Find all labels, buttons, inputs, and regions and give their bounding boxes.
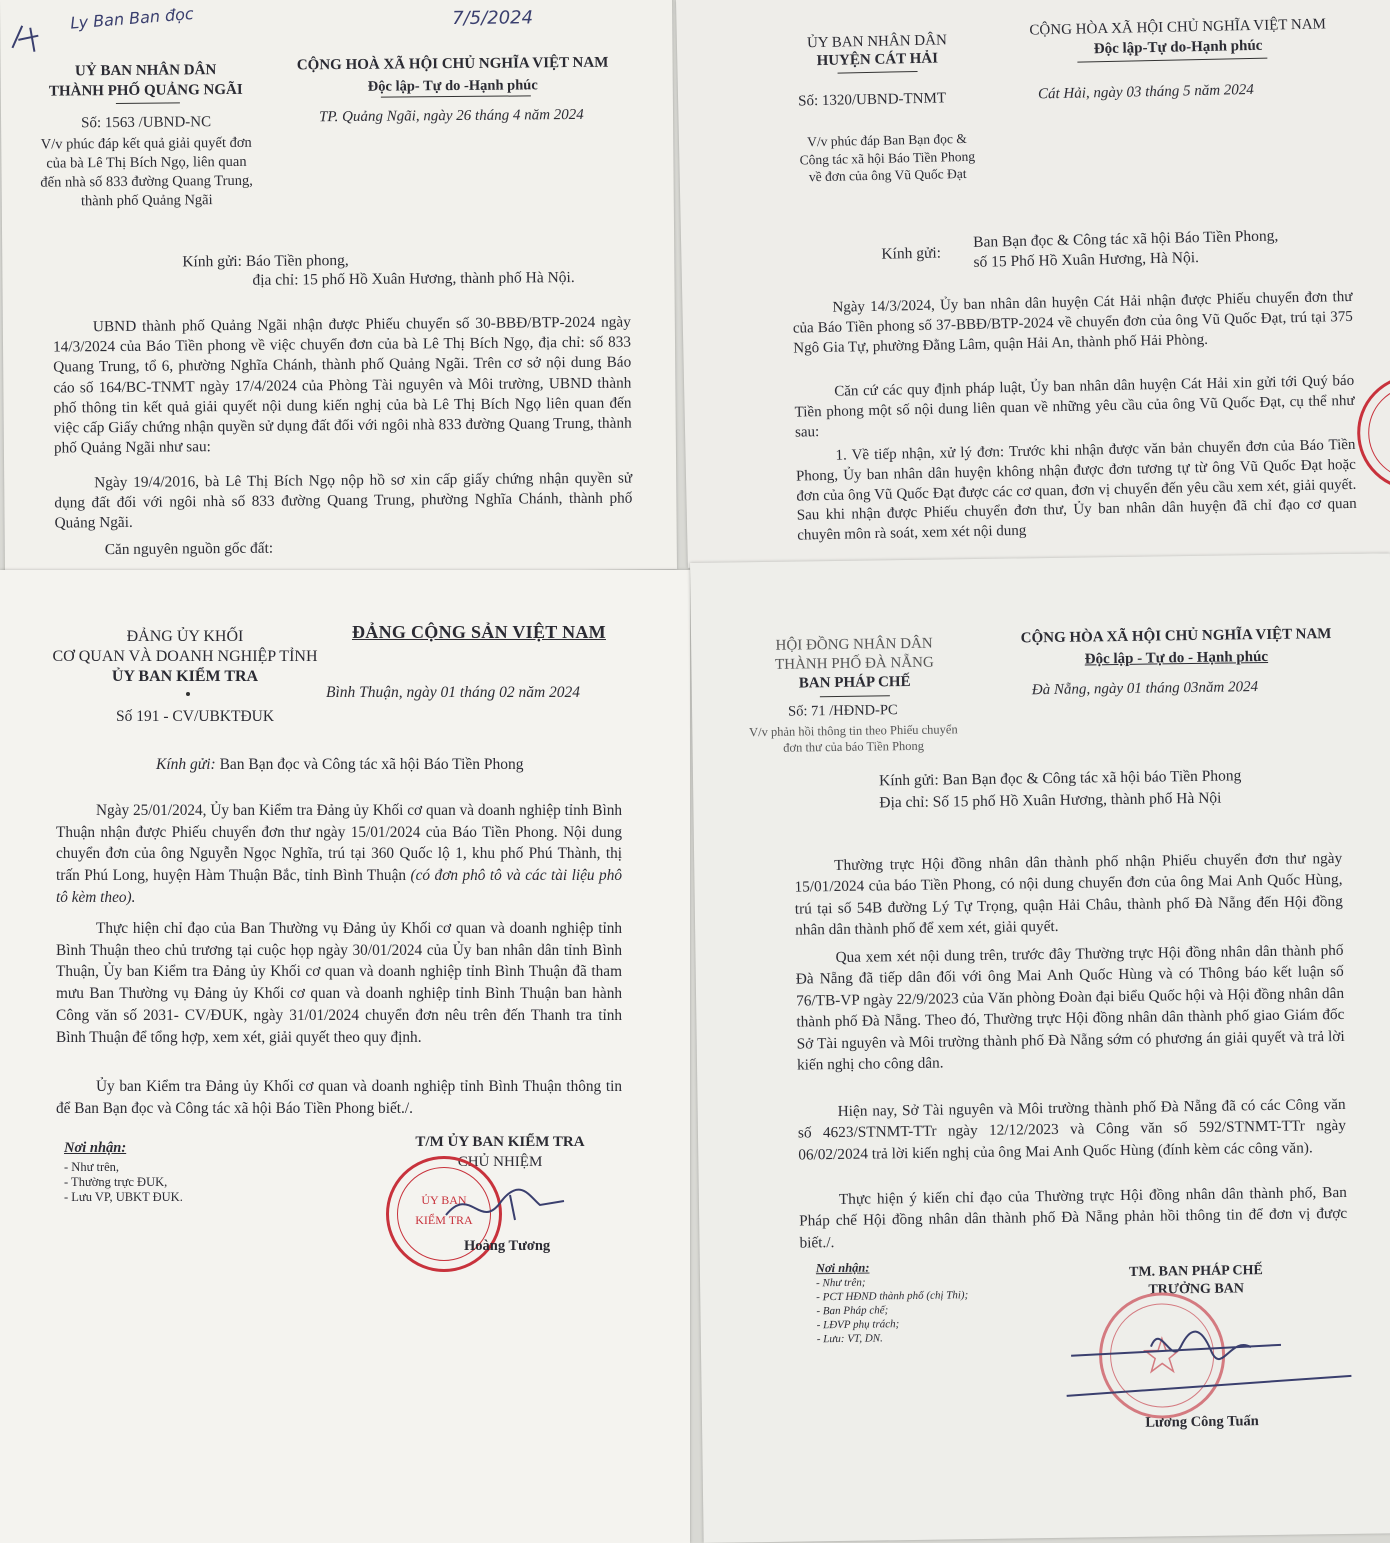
agency-name-line1: UỶ BAN NHÂN DÂN: [74, 62, 217, 80]
body-paragraph: Ủy ban Kiểm tra Đảng ủy Khối cơ quan và doanh nghiệp tỉnh Bình Thuận thông tin để Ban Bạn đọc và Công tác xã hội Báo Tiền Phong biết./.: [56, 1078, 622, 1117]
body-paragraph: Căn cứ các quy định pháp luật, Ủy ban nhân dân huyện Cát Hải xin gửi tới Quý báo Tiền phong một số nội dung liên quan về những yêu cầu của ông Vũ Quốc Đạt, cụ thể như sau:: [794, 372, 1355, 441]
sign-title: T/M ỦY BAN KIỂM TRA: [415, 1134, 585, 1150]
recipient-name: Ban Bạn đọc và Công tác xã hội Báo Tiền Phong: [219, 756, 524, 773]
recipient-line2: địa chỉ: 15 phố Hồ Xuân Hương, thành phố Hà Nội.: [252, 268, 575, 289]
recipients-title: Nơi nhận:: [64, 1140, 127, 1156]
nation-heading: CỘNG HÒA XÃ HỘI CHỦ NGHĨA VIỆT NAM: [1029, 16, 1327, 39]
divider: [116, 102, 180, 104]
recipient-line: [156, 756, 524, 774]
recipient-label: Kính gửi:: [156, 756, 216, 773]
body-paragraph: Ngày 14/3/2024, Ủy ban nhân dân huyện Cát Hải nhận được Phiếu chuyển đơn thư của Báo Tiền phong số 37-BBĐ/BTP-2024 về chuyển đơn của ông Vũ Quốc Đạt, trú tại 375 Ngô Gia Tự, phường Đằng Lâm, quận Hải An, thành phố Hải Phòng.: [792, 288, 1353, 357]
nation-heading: CỘNG HÒA XÃ HỘI CHỦ NGHĨA VIỆT NAM: [1020, 626, 1332, 647]
body-paragraph: Căn nguyên nguồn gốc đất:: [104, 539, 274, 559]
place-date: TP. Quảng Ngãi, ngày 26 tháng 4 năm 2024: [318, 106, 584, 126]
motto: Độc lập- Tự do -Hạnh phúc: [367, 77, 538, 95]
body-paragraph: Thực hiện ý kiến chỉ đạo của Thường trực Hội đồng nhân dân thành phố, Ban Pháp chế Hội đồng nhân dân thành phố Đà Nẵng phản hồi thông tin để đơn vị được biết./.: [799, 1183, 1348, 1252]
motto: Độc lập-Tự do-Hạnh phúc: [1093, 37, 1263, 58]
recipients-item: - Thường trực ĐUK,: [64, 1175, 168, 1189]
agency-name-line2: CƠ QUAN VÀ DOANH NGHIỆP TỈNH: [52, 648, 318, 665]
agency-name-line2: HUYỆN CÁT HẢI: [816, 50, 939, 70]
place-date: Bình Thuận, ngày 01 tháng 02 năm 2024: [326, 684, 581, 701]
document-subject: V/v phúc đáp Ban Bạn đọc & Công tác xã hội Báo Tiền Phong về đơn của ông Vũ Quốc Đạt: [799, 130, 976, 185]
agency-name-line1: ỦY BAN NHÂN DÂN: [806, 32, 947, 52]
signer-name: Lương Công Tuấn: [1145, 1413, 1259, 1431]
body-text-italic: (có đơn phô tô và các tài liệu phô tô kèm theo).: [56, 867, 622, 906]
document-number: Số: 1563 /UBND-NC: [80, 114, 212, 132]
letter-da-nang: [690, 553, 1390, 1543]
handwritten-date: 7/5/2024: [452, 7, 534, 30]
document-subject: V/v phúc đáp kết quả giải quyết đơn của bà Lê Thị Bích Ngọ, liên quan đến nhà số 833 đường Quang Trung, thành phố Quảng Ngãi: [40, 134, 253, 209]
agency-name-line1: HỘI ĐỒNG NHÂN DÂN: [775, 635, 933, 654]
letter-quang-ngai: [0, 0, 677, 575]
body-paragraph: Ngày 19/4/2016, bà Lê Thị Bích Ngọ nộp hồ sơ xin cấp giấy chứng nhận quyền sử dụng đất đối với ngôi nhà số 833 đường Quang Trung, phường Nghĩa Chánh, thành phố Quảng Ngãi.: [54, 469, 633, 532]
recipients-item: - Lưu: VT, DN.: [816, 1332, 883, 1346]
stamp-text: ỦY BAN: [421, 1193, 467, 1207]
sign-title: TM. BAN PHÁP CHẾ: [1128, 1263, 1263, 1280]
agency-name-line2: THÀNH PHỐ ĐÀ NẴNG: [774, 654, 934, 673]
recipients-item: - PCT HĐND thành phố (chị Thi);: [816, 1289, 969, 1304]
document-number: Số 191 - CV/UBKTĐUK: [116, 708, 275, 725]
divider: [1077, 58, 1267, 63]
party-heading: ĐẢNG CỘNG SẢN VIỆT NAM: [352, 622, 606, 642]
document-subject: V/v phản hồi thông tin theo Phiếu chuyển đơn thư của báo Tiền Phong: [748, 722, 958, 755]
recipient-line1: Kính gửi: Báo Tiền phong,: [182, 251, 349, 271]
handwritten-note: Ly Ban Ban đọc: [69, 4, 195, 33]
recipients-item: - Ban Pháp chế;: [816, 1304, 889, 1318]
body-paragraph: Hiện nay, Sở Tài nguyên và Môi trường thành phố Đà Nẵng đã có các Công văn số 4623/STNMT-TTr ngày 12/12/2023 và Công văn số 592/STNMT-TTr ngày 06/02/2024 trả lời kiến nghị của ông Mai Anh Quốc Hùng (đính kèm các công văn).: [797, 1095, 1347, 1164]
recipient-line2: số 15 Phố Hồ Xuân Hương, Hà Nội.: [973, 249, 1200, 271]
divider: [381, 95, 531, 97]
divider: [838, 71, 918, 74]
signature-icon: [1061, 1314, 1362, 1398]
place-date: Đà Nẵng, ngày 01 tháng 03năm 2024: [1031, 679, 1259, 699]
body-paragraph: Qua xem xét nội dung trên, trước đây Thường trực Hội đồng nhân dân thành phố Đà Nẵng đã tiếp dân đối với ông Mai Anh Quốc Hùng và có Thông báo kết luận số 76/TB-VP ngày 22/9/2023 của Văn phòng Đoàn đại biểu Quốc hội và Hội đồng nhân dân thành phố Đà Nẵng. Theo đó, Thường trực Hội đồng nhân dân thành phố giao Giám đốc Sở Tài nguyên và Môi trường thành phố Đà Nẵng sớm có phương án giải quyết và trả lời kiến nghị cho công dân.: [795, 941, 1345, 1074]
stamp-text: KIỂM TRA: [415, 1213, 473, 1227]
recipients-item: - Như trên;: [815, 1276, 866, 1290]
recipients-item: - Lưu VP, UBKT ĐUK.: [64, 1190, 183, 1204]
signer-name: Hoàng Tương: [464, 1238, 551, 1254]
recipients-item: - Như trên,: [64, 1160, 120, 1174]
document-number: Số: 71 /HĐND-PC: [787, 702, 898, 720]
letter-cat-hai: [676, 0, 1390, 568]
recipient-line1: Kính gửi: Ban Bạn đọc & Công tác xã hội báo Tiền Phong: [878, 767, 1242, 790]
body-text: Ngày 25/01/2024, Ủy ban Kiểm tra Đảng ủy Khối cơ quan và doanh nghiệp tỉnh Bình Thuận nhận được Phiếu chuyển đơn thư ngày 15/01/2024 của Báo Tiền Phong. Nội dung chuyển đơn của ông Nguyễn Ngọc Nghĩa, trú tại 360 Quốc lộ 1, khu phố Phú Thành, thị trấn Phú Long, huyện Hàm Thuận Bắc, tỉnh Bình Thuận: [56, 802, 622, 885]
official-red-stamp: [1356, 373, 1390, 491]
recipient-line1: Ban Bạn đọc & Công tác xã hội Báo Tiền Phong,: [972, 227, 1279, 251]
document-number: Số: 1320/UBND-TNMT: [797, 90, 947, 110]
letter-binh-thuan: [0, 570, 690, 1543]
agency-name-line2: THÀNH PHỐ QUẢNG NGÃI: [48, 81, 243, 100]
agency-name-line3: BAN PHÁP CHẾ: [798, 673, 911, 692]
body-paragraph: Thực hiện chỉ đạo của Ban Thường vụ Đảng ủy Khối cơ quan và doanh nghiệp tỉnh Bình Thuận theo chủ trương tại cuộc họp ngày 30/01/2024 của Ủy ban nhân dân tỉnh Bình Thuận, Ủy ban Kiểm tra Đảng ủy Khối cơ quan và doanh nghiệp tỉnh Bình Thuận đã tham mưu Ban Thường vụ Đảng ủy Khối cơ quan và doanh nghiệp tỉnh Bình Thuận ban hành Công văn số 2031- CV/ĐUK, ngày 31/01/2024 chuyển đơn nêu trên đến Thanh tra tỉnh Bình Thuận để tổng hợp, xem xét, giải quyết theo quy định.: [56, 920, 622, 1046]
bullet-dot: [186, 692, 190, 696]
recipient-label: Kính gửi:: [881, 244, 942, 263]
signature-icon: [440, 1175, 570, 1235]
body-paragraph: UBND thành phố Quảng Ngãi nhận được Phiếu chuyển số 30-BBĐ/BTP-2024 ngày 14/3/2024 của Báo Tiền phong về việc chuyển đơn của bà Lê Thị Bích Ngọ, địa chỉ: số 833 Quang Trung, tổ 6, phường Nghĩa Chánh, thành phố Quảng Ngãi. Trên cơ sở nội dung Báo cáo số 164/BC-TNMT ngày 17/4/2024 của Phòng Tài nguyên và Môi trường, UBND thành phố thông tin kết quả giải quyết nội dung kiến nghị của bà Lê Thị Bích Ngọ liên quan đến việc cấp Giấy chứng nhận quyền sử dụng đất đối với ngôi nhà 833 đường Quang Trung, thành phố Quảng Ngãi như sau:: [52, 313, 632, 457]
recipient-line2: Địa chỉ: Số 15 phố Hồ Xuân Hương, thành phố Hà Nội: [879, 789, 1222, 812]
divider: [820, 695, 890, 697]
recipients-item: - LĐVP phụ trách;: [816, 1318, 900, 1332]
body-paragraph: [56, 800, 622, 909]
sign-position: TRƯỞNG BAN: [1148, 1281, 1245, 1298]
body-paragraph: Thường trực Hội đồng nhân dân thành phố nhận Phiếu chuyển đơn thư ngày 15/01/2024 của báo Tiền Phong, có nội dung chuyển đơn của ông Mai Anh Quốc Hùng, trú tại số 54B đường Lý Tự Trọng, quận Hải Châu, thành phố Đà Nẵng đến Hội đồng nhân dân thành phố để xem xét, giải quyết.: [794, 849, 1343, 939]
nation-heading: CỘNG HOÀ XÃ HỘI CHỦ NGHĨA VIỆT NAM: [296, 54, 609, 74]
handwritten-mark-icon: [8, 18, 48, 58]
agency-name-line3: ỦY BAN KIỂM TRA: [111, 668, 259, 685]
place-date: Cát Hải, ngày 03 tháng 5 năm 2024: [1037, 81, 1255, 103]
motto: Độc lập - Tự do - Hạnh phúc: [1084, 648, 1269, 668]
sign-position: CHỦ NHIỆM: [457, 1154, 543, 1170]
recipients-title: Nơi nhận:: [815, 1260, 870, 1276]
body-paragraph: 1. Về tiếp nhận, xử lý đơn: Trước khi nhận được văn bản chuyển đơn của Báo Tiền Phong, Ủy ban nhân dân huyện không nhận được đơn tương tự từ ông Vũ Quốc Đạt hoặc đơn của ông Vũ Quốc Đạt được các cơ quan, đơn vị chuyển đến yêu cầu xem xét, giải quyết. Sau khi nhận được Phiếu chuyển đơn thư, Ủy ban nhân dân huyện đã chỉ đạo cơ quan chuyên môn rà soát, xem xét nội dung: [795, 436, 1357, 544]
agency-name-line1: ĐẢNG ỦY KHỐI: [126, 628, 244, 645]
